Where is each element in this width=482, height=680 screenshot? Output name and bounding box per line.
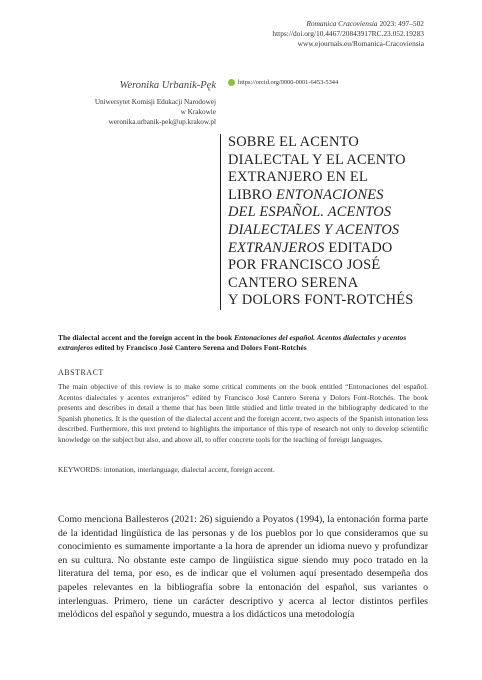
title-text: EDITADO: [324, 239, 393, 256]
article-title: [228, 134, 443, 310]
title-text: LIBRO: [228, 186, 276, 203]
journal-pages: 2023: 497–502: [377, 19, 424, 28]
orcid-url[interactable]: https://orcid.org/0000-0001-6453-5344: [238, 79, 339, 86]
orcid-link[interactable]: [228, 79, 338, 86]
title-line: SOBRE EL ACENTO: [228, 134, 359, 150]
title-line: DIALECTALES Y ACENTOS: [228, 221, 400, 238]
journal-site-link[interactable]: www.ejournals.eu/Romanica-Cracoviensia: [297, 39, 424, 48]
author-block: [58, 80, 216, 127]
title-line: CANTERO SERENA: [228, 274, 359, 291]
body-paragraph: Como menciona Ballesteros (2021: 26) siguiendo a Poyatos (1994), la entonación forma parte de la identidad lingüística de las personas y de los pueblos por lo que consideramos que su conocimiento es sumamente importante a la hora de aprender un idioma nuevo y profundizar en su cultura. No obstante este campo de lingüística sigue siendo muy poco tratado en la literatura del tema, por eso, es de indicar que el volumen aquí presentado desempeña dos papeles relevantes en la bibliografía sobre la entonación del español, sus variantes o interlenguas. Primero, tiene un carácter descriptivo y acerca al lector distintos perfiles melódicos del español y segundo, muestra a los didácticos una metodología: [58, 514, 428, 621]
title-line: [228, 187, 443, 205]
title-line: DIALECTAL Y EL ACENTO: [228, 151, 406, 168]
author-affiliation-line2: w Krakowie: [180, 108, 216, 116]
author-email[interactable]: weronika.urbanik-pek@up.krakow.pl: [108, 118, 216, 126]
title-line: POR FRANCISCO JOSÉ: [228, 257, 381, 274]
title-line: DEL ESPAÑOL. ACENTOS: [228, 204, 392, 221]
english-title-book: Entonaciones del español. Acentos dialectales y acentos extranjeros: [58, 333, 407, 352]
title-line: Y DOLORS FONT-ROTCHÉS: [228, 292, 414, 309]
doi-link[interactable]: https://doi.org/10.4467/20843917RC.23.052.19283: [272, 29, 424, 38]
journal-header: [272, 19, 424, 49]
title-book-italic: ENTONACIONES: [275, 186, 384, 203]
english-title: [58, 333, 428, 353]
abstract-text: The main objective of this review is to make some critical comments on the book entitled “Entonaciones del español. Acentos dialectales y acentos extranjeros” edited by Francisco José Cantero Serena y Dolors Font-Rotchés. The book presents and describes in detail a theme that has been little studied and little treated in the bibliography dedicated to the Spanish phonetics. It is the question of the dialectal accent and the foreign accent, two aspects of the Spanish intonation less described. Furthermore, this text pretend to highlights the importance of this type of research not only to develop scientific knowledge on the subject but also, and above all, to offer concrete tools for the teaching of foreign languages.: [58, 382, 428, 444]
keywords: KEYWORDS: intonation, interlanguage, dialectal accent, foreign accent.: [58, 465, 275, 474]
author-name: Weronika Urbanik-Pęk: [119, 80, 216, 91]
title-book-italic: EXTRANJEROS: [228, 239, 325, 256]
title-line: EXTRANJERO EN EL: [228, 169, 368, 186]
abstract-heading: ABSTRACT: [58, 368, 104, 377]
english-title-part: The dialectal accent and the foreign accent in the book: [58, 333, 235, 342]
title-rule: [220, 134, 221, 310]
title-line: [228, 240, 443, 258]
orcid-icon: [228, 79, 235, 86]
english-title-part: edited by Francisco José Cantero Serena and Dolors Font-Rotchés: [93, 343, 307, 352]
author-affiliation-line1: Uniwersytet Komisji Edukacji Narodowej: [94, 98, 216, 106]
journal-name: Romanica Cracoviensia: [306, 19, 378, 28]
